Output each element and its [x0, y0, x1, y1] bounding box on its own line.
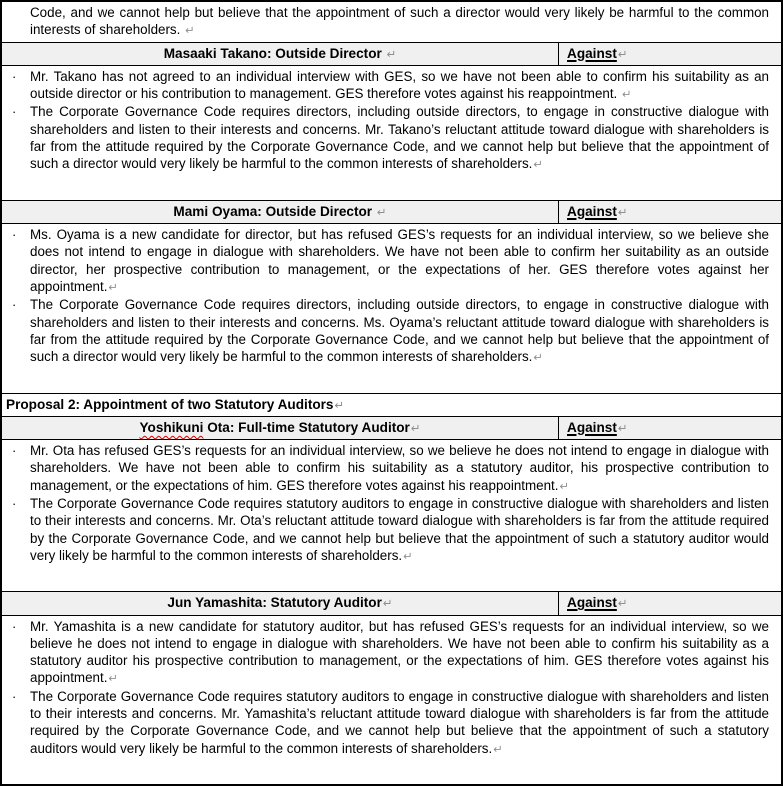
ota-comments-row — [2, 439, 781, 591]
candidate-name: Masaaki Takano: Outside Director — [163, 45, 386, 61]
paragraph-text: Ms. Oyama is a new candidate for director, but has refused GES’s requests for an individual interview, so we believe she does not intend to engage in dialogue with shareholders. We have not been able to confirm her suitability as an outside director, her prospective contribution to management, or the expectations of her. GES therefore votes against her appointment. — [30, 227, 769, 294]
vote-against-label: Against — [567, 595, 617, 611]
oyama-comments-row — [2, 223, 781, 392]
return-mark-icon: ↵ — [410, 420, 421, 435]
vote-against-label: Against — [567, 419, 617, 435]
return-mark-icon: ↵ — [617, 596, 628, 611]
candidate-name-cell — [2, 43, 558, 65]
return-mark-icon: ↵ — [382, 596, 393, 611]
yamashita-header-row — [2, 591, 781, 614]
bullet-paragraph — [2, 442, 769, 495]
bullet-paragraph — [2, 103, 769, 173]
bullet-paragraph — [2, 226, 769, 296]
bullet-icon: · — [12, 495, 17, 511]
yamashita-comments-row — [2, 615, 781, 784]
vote-recommendation-cell — [558, 592, 781, 614]
return-mark-icon: ↵ — [403, 548, 413, 563]
paragraph-text: The Corporate Governance Code requires directors, including outside directors, to engage in constructive dialogue with shareholders and listen to their interests and concerns. Mr. Takano’s reluctant attitude toward dialogue with shareholders is far from the attitude required by the Corporate Governance Code, and we cannot help but believe that the appointment of such a director would very likely be harmful to the common interests of shareholders. — [30, 104, 769, 172]
paragraph-text: The Corporate Governance Code requires statutory auditors to engage in constructive dialogue with shareholders and listen to their interests and concerns. Mr. Ota’s reluctant attitude toward dialogue with shareholders is far from the attitude required by the Corporate Governance Code, and we cannot help but believe that the appointment of such a statutory auditor would very likely be harmful to the common interests of shareholders. — [30, 495, 769, 563]
return-mark-icon: ↵ — [386, 46, 397, 61]
candidate-name: Ota: Full-time Statutory Auditor — [203, 419, 410, 435]
bullet-paragraph — [2, 495, 769, 565]
proposal2-row — [2, 393, 781, 416]
bullet-icon: · — [12, 68, 17, 84]
candidate-name: Jun Yamashita: Statutory Auditor — [167, 595, 382, 611]
bullet-icon: · — [12, 297, 17, 313]
bullet-icon: · — [12, 688, 17, 704]
paragraph-text: The Corporate Governance Code requires directors, including outside directors, to engage in constructive dialogue with shareholders and listen to their interests and concerns. Ms. Oyama’s reluctant attitude toward dialogue with shareholders is far from the attitude required by the Corporate Governance Code, and we cannot help but believe that the appointment of such a director would very likely be harmful to the common interests of shareholders. — [30, 297, 769, 365]
candidate-name-cell — [2, 417, 558, 439]
bullet-paragraph — [2, 618, 769, 688]
continuation-paragraph — [2, 4, 769, 40]
return-mark-icon: ↵ — [334, 397, 345, 412]
return-mark-icon: ↵ — [493, 741, 503, 756]
oyama-header-row — [2, 200, 781, 223]
bullet-paragraph — [2, 296, 769, 366]
takano-comments-row — [2, 65, 781, 200]
return-mark-icon: ↵ — [617, 420, 628, 435]
vote-recommendation-cell — [558, 417, 781, 439]
paragraph-text: The Corporate Governance Code requires statutory auditors to engage in constructive dialogue with shareholders and listen to their interests and concerns. Mr. Yamashita’s reluctant attitude toward dialogue with shareholders is far from the attitude required by the Corporate Governance Code, and we cannot help but believe that the appointment of such a statutory auditors would very likely be harmful to the common interests of shareholders. — [30, 688, 769, 756]
candidate-name: Mami Oyama: Outside Director — [173, 203, 376, 219]
paragraph-text: Mr. Yamashita is a new candidate for statutory auditor, but has refused GES’s requests for an individual interview, so we believe he does not intend to engage in dialogue with shareholders. We have not been able to confirm his suitability as a statutory auditor his prospective contribution to management, or the expectations of him. GES therefore votes against his appointment. — [30, 618, 769, 686]
candidate-name-cell — [2, 592, 558, 614]
vote-recommendation-cell — [558, 201, 781, 223]
proposal-title: Proposal 2: Appointment of two Statutory Auditors — [6, 396, 334, 412]
continuation-row — [2, 2, 781, 42]
return-mark-icon: ↵ — [533, 157, 543, 172]
return-mark-icon: ↵ — [108, 671, 118, 686]
paragraph-text: Code, and we cannot help but believe that the appointment of such a director would very likely be harmful to the common interests of shareholders. — [30, 5, 769, 38]
return-mark-icon: ↵ — [376, 204, 387, 219]
return-mark-icon: ↵ — [617, 204, 628, 219]
vote-against-label: Against — [567, 203, 617, 219]
return-mark-icon: ↵ — [108, 279, 118, 294]
paragraph-text: Mr. Takano has not agreed to an individual interview with GES, so we have not been able to confirm his suitability as an outside director or his contribution to management. GES therefore votes against his reappointment. — [30, 68, 769, 102]
vote-against-label: Against — [567, 45, 617, 61]
paragraph-text: Mr. Ota has refused GES’s requests for an individual interview, so we believe he does not intend to engage in dialogue with shareholders. We have not been able to confirm his suitability as a statutory auditor, his prospective contribution to management, or the expectations of him. GES therefore votes against his reappointment. — [30, 443, 769, 493]
return-mark-icon: ↵ — [622, 87, 632, 102]
bullet-icon: · — [12, 227, 17, 243]
bullet-icon: · — [12, 443, 17, 459]
bullet-paragraph — [2, 688, 769, 758]
takano-header-row — [2, 42, 781, 65]
candidate-name-cell — [2, 201, 558, 223]
return-mark-icon: ↵ — [185, 23, 195, 38]
return-mark-icon: ↵ — [533, 350, 543, 365]
vote-recommendation-cell — [558, 43, 781, 65]
return-mark-icon: ↵ — [559, 478, 570, 493]
ota-header-row — [2, 416, 781, 439]
bullet-icon: · — [12, 104, 17, 120]
bullet-icon: · — [12, 618, 17, 634]
return-mark-icon: ↵ — [617, 46, 628, 61]
misspelled-word: Yoshikuni — [139, 419, 204, 435]
bullet-paragraph — [2, 68, 769, 104]
